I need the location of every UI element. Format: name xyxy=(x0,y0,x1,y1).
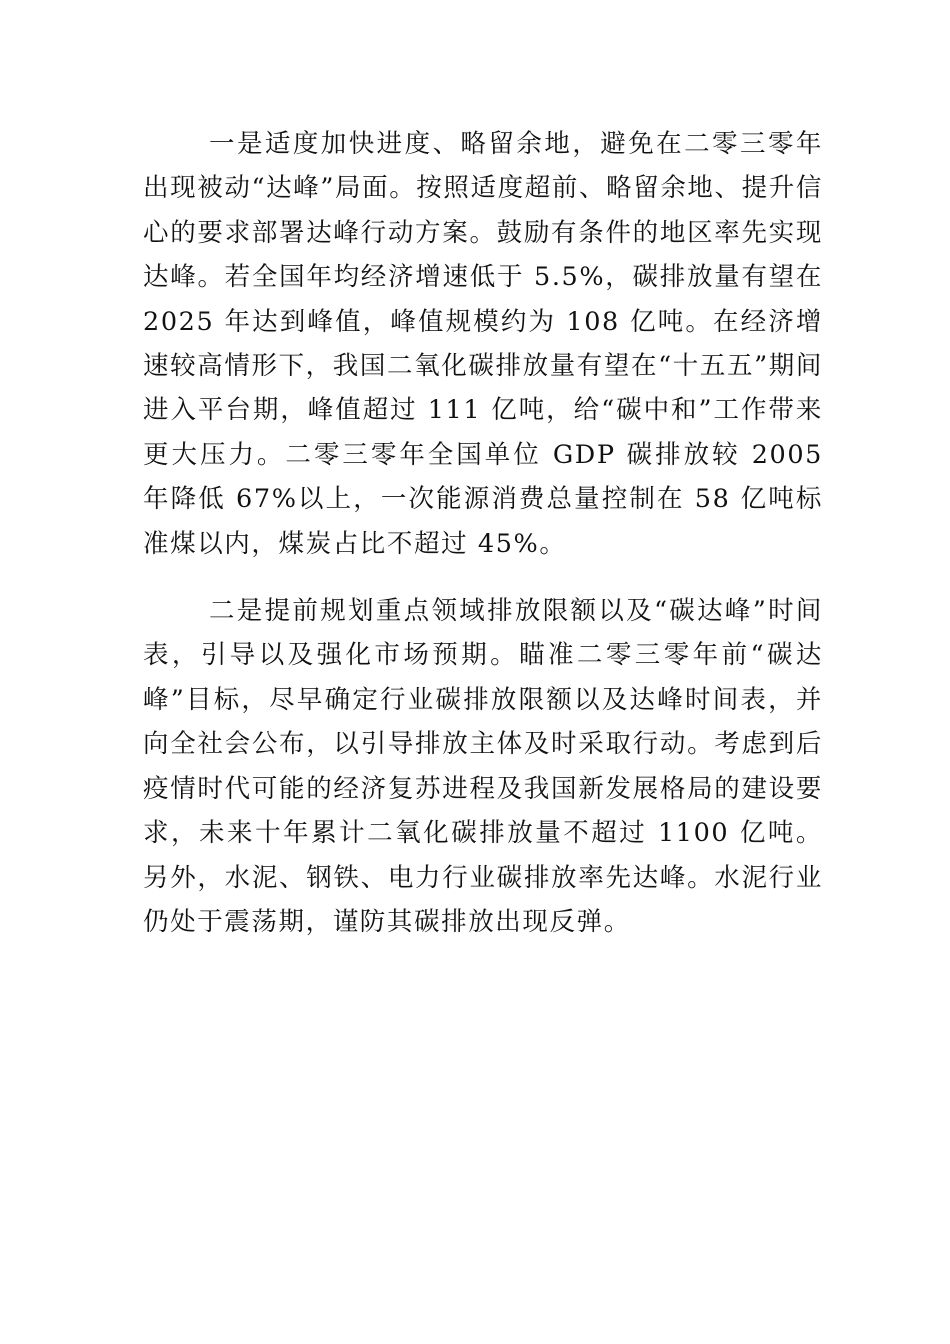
paragraph-1: 一是适度加快进度、略留余地，避免在二零三零年出现被动“达峰”局面。按照适度超前、略留余地、提升信心的要求部署达峰行动方案。鼓励有条件的地区率先实现达峰。若全国年均经济增速低于 5.5%，碳排放量有望在 2025 年达到峰值，峰值规模约为 108 亿吨。在经济增速较高情形下，我国二氧化碳排放量有望在“十五五”期间进入平台期，峰值超过 111 亿吨，给“碳中和”工作带来更大压力。二零三零年全国单位 GDP 碳排放较 2005 年降低 67%以上，一次能源消费总量控制在 58 亿吨标准煤以内，煤炭占比不超过 45%。 xyxy=(143,129,823,559)
document-body xyxy=(143,122,823,944)
paragraph-2: 二是提前规划重点领域排放限额以及“碳达峰”时间表，引导以及强化市场预期。瞄准二零三零年前“碳达峰”目标，尽早确定行业碳排放限额以及达峰时间表，并向全社会公布，以引导排放主体及时采取行动。考虑到后疫情时代可能的经济复苏进程及我国新发展格局的建设要求，未来十年累计二氧化碳排放量不超过 1100 亿吨。另外，水泥、钢铁、电力行业碳排放率先达峰。水泥行业仍处于震荡期，谨防其碳排放出现反弹。 xyxy=(143,596,823,937)
